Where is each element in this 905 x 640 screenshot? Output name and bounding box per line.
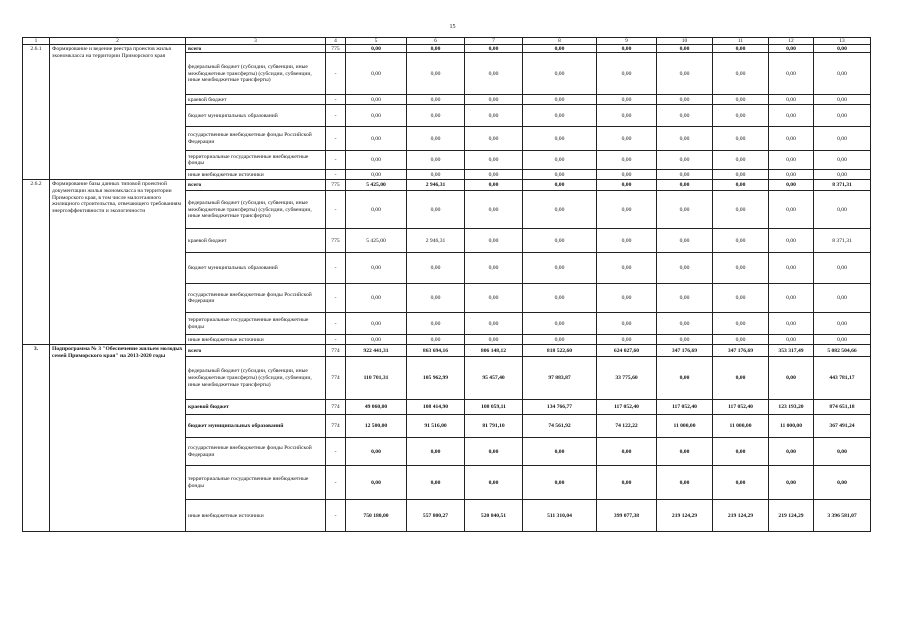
amount-cell: 74 122,22 (597, 415, 657, 438)
amount-cell: 0,00 (597, 45, 657, 53)
amount-cell: 0,00 (713, 284, 769, 313)
amount-cell: 0,00 (657, 357, 713, 400)
amount-cell: 2 946,31 (407, 229, 465, 253)
amount-cell: 0,00 (713, 438, 769, 466)
amount-cell: 922 441,31 (346, 345, 407, 357)
amount-cell: 105 962,99 (407, 357, 465, 400)
amount-cell: 367 491,24 (814, 415, 871, 438)
amount-cell: 0,00 (523, 229, 597, 253)
amount-cell: 347 176,69 (713, 345, 769, 357)
funding-source: иные внебюджетные источники (186, 335, 326, 345)
amount-cell: 0,00 (769, 438, 814, 466)
amount-cell: 399 077,38 (597, 500, 657, 532)
amount-cell: 0,00 (769, 151, 814, 170)
amount-cell: 0,00 (346, 253, 407, 284)
amount-cell: 0,00 (465, 229, 523, 253)
amount-cell: 0,00 (597, 335, 657, 345)
amount-cell: 0,00 (597, 151, 657, 170)
amount-cell: 0,00 (465, 127, 523, 151)
amount-cell: 0,00 (407, 45, 465, 53)
amount-cell: 0,00 (407, 313, 465, 335)
funding-source: территориальные государственные внебюджетные фонды (186, 151, 326, 170)
amount-cell: 0,00 (769, 53, 814, 95)
column-number-5: 5 (346, 38, 407, 45)
amount-cell: 108 059,11 (465, 400, 523, 415)
budget-code: 774 (326, 415, 346, 438)
amount-cell: 0,00 (597, 191, 657, 229)
amount-cell: 110 701,31 (346, 357, 407, 400)
amount-cell: 0,00 (597, 127, 657, 151)
amount-cell: 0,00 (407, 438, 465, 466)
amount-cell: 0,00 (407, 466, 465, 500)
amount-cell: 0,00 (346, 105, 407, 127)
funding-source: иные внебюджетные источники (186, 500, 326, 532)
amount-cell: 0,00 (769, 229, 814, 253)
amount-cell: 5 425,00 (346, 229, 407, 253)
amount-cell: 0,00 (597, 284, 657, 313)
amount-cell: 0,00 (657, 466, 713, 500)
amount-cell: 0,00 (713, 127, 769, 151)
budget-code: - (326, 438, 346, 466)
amount-cell: 117 052,40 (597, 400, 657, 415)
amount-cell: 11 000,00 (769, 415, 814, 438)
amount-cell: 0,00 (465, 438, 523, 466)
amount-cell: 0,00 (523, 313, 597, 335)
amount-cell: 0,00 (657, 180, 713, 191)
amount-cell: 0,00 (346, 284, 407, 313)
amount-cell: 49 060,00 (346, 400, 407, 415)
amount-cell: 0,00 (713, 170, 769, 180)
amount-cell: 806 148,12 (465, 345, 523, 357)
budget-code: - (326, 151, 346, 170)
amount-cell: 0,00 (814, 105, 871, 127)
funding-source: федеральный бюджет (субсидии, субвенции, иные межбюджетные трансферты) (субсидии, субвенции, иные межбюджетные трансферты) (186, 357, 326, 400)
item-code: 3. (23, 345, 50, 532)
budget-code: - (326, 466, 346, 500)
amount-cell: 0,00 (769, 170, 814, 180)
amount-cell: 0,00 (407, 170, 465, 180)
amount-cell: 97 883,87 (523, 357, 597, 400)
amount-cell: 0,00 (657, 229, 713, 253)
amount-cell: 0,00 (713, 357, 769, 400)
table-row (23, 45, 871, 53)
funding-source: краевой бюджет (186, 95, 326, 105)
amount-cell: 353 317,49 (769, 345, 814, 357)
amount-cell: 95 457,40 (465, 357, 523, 400)
amount-cell: 0,00 (657, 151, 713, 170)
budget-code: 774 (326, 345, 346, 357)
amount-cell: 0,00 (713, 180, 769, 191)
item-code: 2.6.2 (23, 180, 50, 345)
amount-cell: 0,00 (523, 180, 597, 191)
amount-cell: 3 396 581,07 (814, 500, 871, 532)
amount-cell: 0,00 (346, 313, 407, 335)
budget-code: 775 (326, 180, 346, 191)
item-title: Формирование базы данных типовой проектной документации жилья экономкласса на территории Приморского края, в том числе малоэтажного жилищного строительства, отвечающего требованиям энергоэффективности и экологичности (50, 180, 186, 345)
amount-cell: 0,00 (769, 191, 814, 229)
amount-cell: 0,00 (814, 438, 871, 466)
amount-cell: 8 371,31 (814, 229, 871, 253)
amount-cell: 0,00 (597, 170, 657, 180)
table-row (23, 345, 871, 357)
amount-cell: 0,00 (465, 313, 523, 335)
funding-source: всего (186, 45, 326, 53)
funding-source: всего (186, 345, 326, 357)
amount-cell: 0,00 (407, 191, 465, 229)
amount-cell: 0,00 (597, 438, 657, 466)
budget-code: - (326, 105, 346, 127)
amount-cell: 0,00 (407, 151, 465, 170)
amount-cell: 81 791,10 (465, 415, 523, 438)
budget-code: - (326, 170, 346, 180)
funding-source: краевой бюджет (186, 400, 326, 415)
amount-cell: 0,00 (523, 170, 597, 180)
amount-cell: 0,00 (465, 105, 523, 127)
header-row (23, 38, 871, 45)
column-number-8: 8 (523, 38, 597, 45)
amount-cell: 0,00 (769, 105, 814, 127)
amount-cell: 0,00 (597, 313, 657, 335)
amount-cell: 219 124,29 (769, 500, 814, 532)
budget-code: - (326, 53, 346, 95)
amount-cell: 0,00 (465, 53, 523, 95)
column-number-12: 12 (769, 38, 814, 45)
amount-cell: 123 193,20 (769, 400, 814, 415)
amount-cell: 219 124,29 (657, 500, 713, 532)
amount-cell: 0,00 (523, 335, 597, 345)
amount-cell: 108 414,90 (407, 400, 465, 415)
budget-code: - (326, 313, 346, 335)
amount-cell: 0,00 (597, 229, 657, 253)
amount-cell: 0,00 (523, 438, 597, 466)
amount-cell: 0,00 (769, 284, 814, 313)
amount-cell: 0,00 (407, 253, 465, 284)
amount-cell: 219 124,29 (713, 500, 769, 532)
amount-cell: 0,00 (814, 284, 871, 313)
amount-cell: 0,00 (713, 45, 769, 53)
amount-cell: 443 781,17 (814, 357, 871, 400)
amount-cell: 0,00 (346, 466, 407, 500)
amount-cell: 0,00 (657, 284, 713, 313)
funding-source: бюджет муниципальных образований (186, 105, 326, 127)
amount-cell: 11 000,00 (713, 415, 769, 438)
amount-cell: 0,00 (769, 127, 814, 151)
amount-cell: 0,00 (465, 335, 523, 345)
amount-cell: 91 516,00 (407, 415, 465, 438)
amount-cell: 0,00 (523, 53, 597, 95)
amount-cell: 0,00 (814, 191, 871, 229)
amount-cell: 0,00 (657, 95, 713, 105)
amount-cell: 0,00 (769, 180, 814, 191)
amount-cell: 0,00 (465, 151, 523, 170)
amount-cell: 0,00 (407, 127, 465, 151)
amount-cell: 874 651,18 (814, 400, 871, 415)
column-number-1: 1 (23, 38, 50, 45)
amount-cell: 0,00 (657, 313, 713, 335)
amount-cell: 0,00 (346, 95, 407, 105)
column-number-4: 4 (326, 38, 346, 45)
amount-cell: 0,00 (713, 229, 769, 253)
budget-table (22, 37, 871, 532)
amount-cell: 0,00 (814, 127, 871, 151)
amount-cell: 0,00 (769, 95, 814, 105)
amount-cell: 0,00 (657, 127, 713, 151)
amount-cell: 0,00 (814, 335, 871, 345)
amount-cell: 0,00 (407, 95, 465, 105)
funding-source: бюджет муниципальных образований (186, 415, 326, 438)
funding-source: территориальные государственные внебюджетные фонды (186, 466, 326, 500)
amount-cell: 0,00 (814, 95, 871, 105)
amount-cell: 0,00 (346, 53, 407, 95)
table-row (23, 180, 871, 191)
amount-cell: 511 310,04 (523, 500, 597, 532)
budget-code: - (326, 95, 346, 105)
amount-cell: 0,00 (713, 191, 769, 229)
amount-cell: 557 800,27 (407, 500, 465, 532)
amount-cell: 0,00 (713, 335, 769, 345)
amount-cell: 624 027,60 (597, 345, 657, 357)
amount-cell: 0,00 (523, 151, 597, 170)
amount-cell: 0,00 (657, 191, 713, 229)
funding-source: всего (186, 180, 326, 191)
amount-cell: 0,00 (657, 253, 713, 284)
amount-cell: 0,00 (407, 53, 465, 95)
budget-code: - (326, 253, 346, 284)
amount-cell: 0,00 (465, 170, 523, 180)
amount-cell: 0,00 (657, 170, 713, 180)
amount-cell: 347 176,69 (657, 345, 713, 357)
amount-cell: 0,00 (465, 45, 523, 53)
amount-cell: 0,00 (523, 45, 597, 53)
amount-cell: 0,00 (769, 45, 814, 53)
item-title: Формирование и ведение реестра проектов жилья экономкласса на территории Приморского края (50, 45, 186, 180)
amount-cell: 0,00 (465, 466, 523, 500)
budget-code: 774 (326, 400, 346, 415)
amount-cell: 0,00 (346, 438, 407, 466)
column-number-2: 2 (50, 38, 186, 45)
amount-cell: 0,00 (465, 253, 523, 284)
amount-cell: 0,00 (465, 284, 523, 313)
amount-cell: 0,00 (769, 253, 814, 284)
amount-cell: 0,00 (597, 180, 657, 191)
amount-cell: 134 766,77 (523, 400, 597, 415)
amount-cell: 0,00 (346, 151, 407, 170)
column-number-10: 10 (657, 38, 713, 45)
funding-source: федеральный бюджет (субсидии, субвенции, иные межбюджетные трансферты) (субсидии, субвенции, иные межбюджетные трансферты) (186, 53, 326, 95)
amount-cell: 12 500,00 (346, 415, 407, 438)
amount-cell: 0,00 (769, 466, 814, 500)
funding-source: территориальные государственные внебюджетные фонды (186, 313, 326, 335)
amount-cell: 0,00 (769, 313, 814, 335)
budget-code: - (326, 284, 346, 313)
amount-cell: 0,00 (713, 53, 769, 95)
amount-cell: 33 775,60 (597, 357, 657, 400)
amount-cell: 0,00 (346, 170, 407, 180)
amount-cell: 0,00 (346, 191, 407, 229)
column-number-6: 6 (407, 38, 465, 45)
amount-cell: 0,00 (597, 105, 657, 127)
amount-cell: 0,00 (814, 466, 871, 500)
funding-source: иные внебюджетные источники (186, 170, 326, 180)
amount-cell: 0,00 (523, 253, 597, 284)
amount-cell: 0,00 (814, 45, 871, 53)
amount-cell: 0,00 (407, 335, 465, 345)
item-title: Подпрограмма № 3 "Обеспечение жильем молодых семей Приморского края" на 2013-2020 годы (50, 345, 186, 532)
amount-cell: 0,00 (713, 105, 769, 127)
page-number: 15 (449, 24, 456, 30)
amount-cell: 0,00 (657, 335, 713, 345)
budget-code: 775 (326, 229, 346, 253)
funding-source: федеральный бюджет (субсидии, субвенции, иные межбюджетные трансферты) (субсидии, субвенции, иные межбюджетные трансферты) (186, 191, 326, 229)
amount-cell: 818 522,60 (523, 345, 597, 357)
amount-cell: 0,00 (465, 180, 523, 191)
amount-cell: 0,00 (814, 253, 871, 284)
amount-cell: 0,00 (465, 191, 523, 229)
amount-cell: 0,00 (407, 284, 465, 313)
amount-cell: 0,00 (523, 191, 597, 229)
amount-cell: 0,00 (523, 284, 597, 313)
amount-cell: 8 371,31 (814, 180, 871, 191)
column-number-13: 13 (814, 38, 871, 45)
amount-cell: 0,00 (814, 313, 871, 335)
amount-cell: 0,00 (523, 105, 597, 127)
funding-source: краевой бюджет (186, 229, 326, 253)
amount-cell: 0,00 (346, 45, 407, 53)
column-number-7: 7 (465, 38, 523, 45)
amount-cell: 2 946,31 (407, 180, 465, 191)
budget-code: - (326, 127, 346, 151)
item-code: 2.6.1 (23, 45, 50, 180)
budget-code: 774 (326, 357, 346, 400)
column-number-9: 9 (597, 38, 657, 45)
column-number-3: 3 (186, 38, 326, 45)
amount-cell: 0,00 (657, 438, 713, 466)
amount-cell: 0,00 (713, 95, 769, 105)
column-number-11: 11 (713, 38, 769, 45)
amount-cell: 0,00 (407, 105, 465, 127)
amount-cell: 0,00 (814, 151, 871, 170)
amount-cell: 863 694,16 (407, 345, 465, 357)
amount-cell: 11 000,00 (657, 415, 713, 438)
budget-code: - (326, 191, 346, 229)
amount-cell: 0,00 (769, 335, 814, 345)
amount-cell: 0,00 (523, 466, 597, 500)
amount-cell: 0,00 (465, 95, 523, 105)
amount-cell: 117 052,40 (713, 400, 769, 415)
amount-cell: 0,00 (597, 253, 657, 284)
funding-source: бюджет муниципальных образований (186, 253, 326, 284)
amount-cell: 5 082 504,66 (814, 345, 871, 357)
amount-cell: 0,00 (713, 466, 769, 500)
amount-cell: 0,00 (346, 335, 407, 345)
amount-cell: 74 561,92 (523, 415, 597, 438)
amount-cell: 0,00 (523, 95, 597, 105)
budget-code: - (326, 335, 346, 345)
amount-cell: 750 180,00 (346, 500, 407, 532)
amount-cell: 0,00 (713, 313, 769, 335)
amount-cell: 0,00 (713, 151, 769, 170)
amount-cell: 0,00 (597, 466, 657, 500)
funding-source: государственные внебюджетные фонды Российской Федерации (186, 438, 326, 466)
amount-cell: 0,00 (346, 127, 407, 151)
amount-cell: 0,00 (523, 127, 597, 151)
funding-source: государственные внебюджетные фонды Российской Федерации (186, 284, 326, 313)
funding-source: государственные внебюджетные фонды Российской Федерации (186, 127, 326, 151)
amount-cell: 0,00 (597, 53, 657, 95)
amount-cell: 0,00 (657, 45, 713, 53)
amount-cell: 0,00 (814, 170, 871, 180)
amount-cell: 520 840,51 (465, 500, 523, 532)
budget-code: 775 (326, 45, 346, 53)
amount-cell: 0,00 (657, 105, 713, 127)
amount-cell: 0,00 (814, 53, 871, 95)
budget-code: - (326, 500, 346, 532)
amount-cell: 117 052,40 (657, 400, 713, 415)
amount-cell: 0,00 (769, 357, 814, 400)
amount-cell: 0,00 (657, 53, 713, 95)
amount-cell: 0,00 (713, 253, 769, 284)
amount-cell: 5 425,00 (346, 180, 407, 191)
amount-cell: 0,00 (597, 95, 657, 105)
